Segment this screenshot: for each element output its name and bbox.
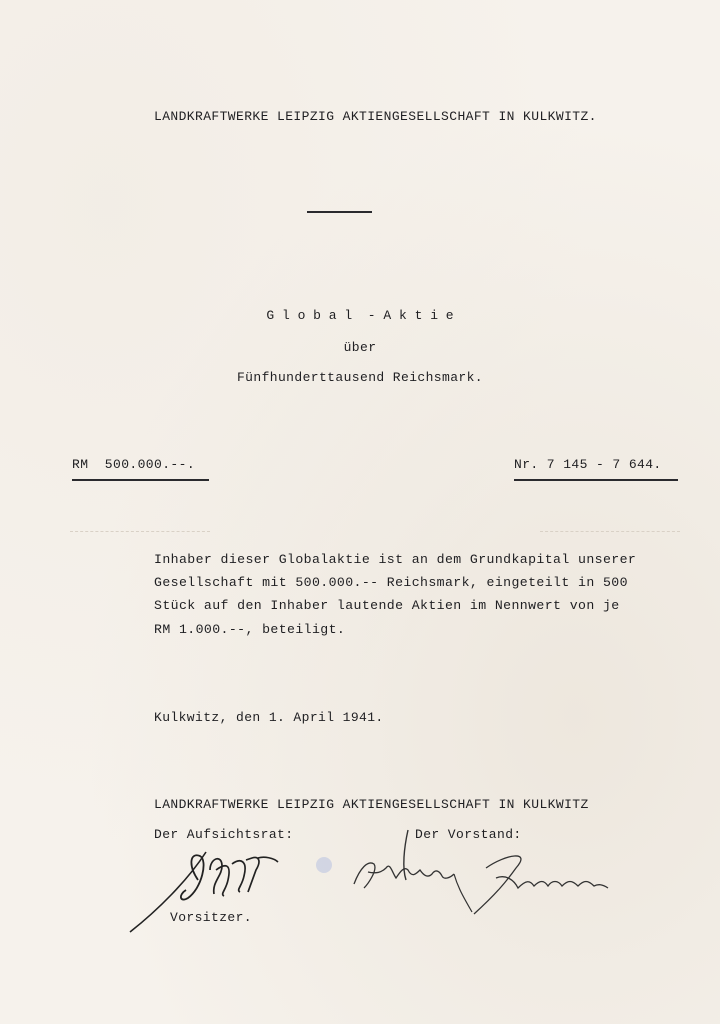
company-footer: LANDKRAFTWERKE LEIPZIG AKTIENGESELLSCHAFT IN KULKWITZ [154,797,589,812]
amount-underline [72,479,209,481]
supervisory-board-label: Der Aufsichtsrat: [154,827,294,842]
document-title: G l o b a l - A k t i e [266,308,454,323]
number-underline [514,479,678,481]
document-amount-words: Fünfhunderttausend Reichsmark. [236,370,484,385]
body-line: RM 1.000.--, beteiligt. [154,622,346,637]
body-line: Gesellschaft mit 500.000.-- Reichsmark, eingeteilt in 500 [154,575,628,590]
place-date: Kulkwitz, den 1. April 1941. [154,710,384,725]
company-header: LANDKRAFTWERKE LEIPZIG AKTIENGESELLSCHAFT IN KULKWITZ. [154,109,597,124]
amount-figure: RM 500.000.--. [72,457,196,472]
board-signatures [346,828,616,923]
management-board-label: Der Vorstand: [415,827,522,842]
document-title-over: über [343,340,377,355]
ink-blot [316,857,332,873]
body-line: Inhaber dieser Globalaktie ist an dem Grundkapital unserer [154,552,637,567]
share-number-range: Nr. 7 145 - 7 644. [514,457,662,472]
dotted-separator [540,531,680,533]
header-divider [307,211,372,213]
body-line: Stück auf den Inhaber lautende Aktien im Nennwert von je [154,598,620,613]
chairman-label: Vorsitzer. [170,910,253,925]
dotted-separator [70,531,210,533]
